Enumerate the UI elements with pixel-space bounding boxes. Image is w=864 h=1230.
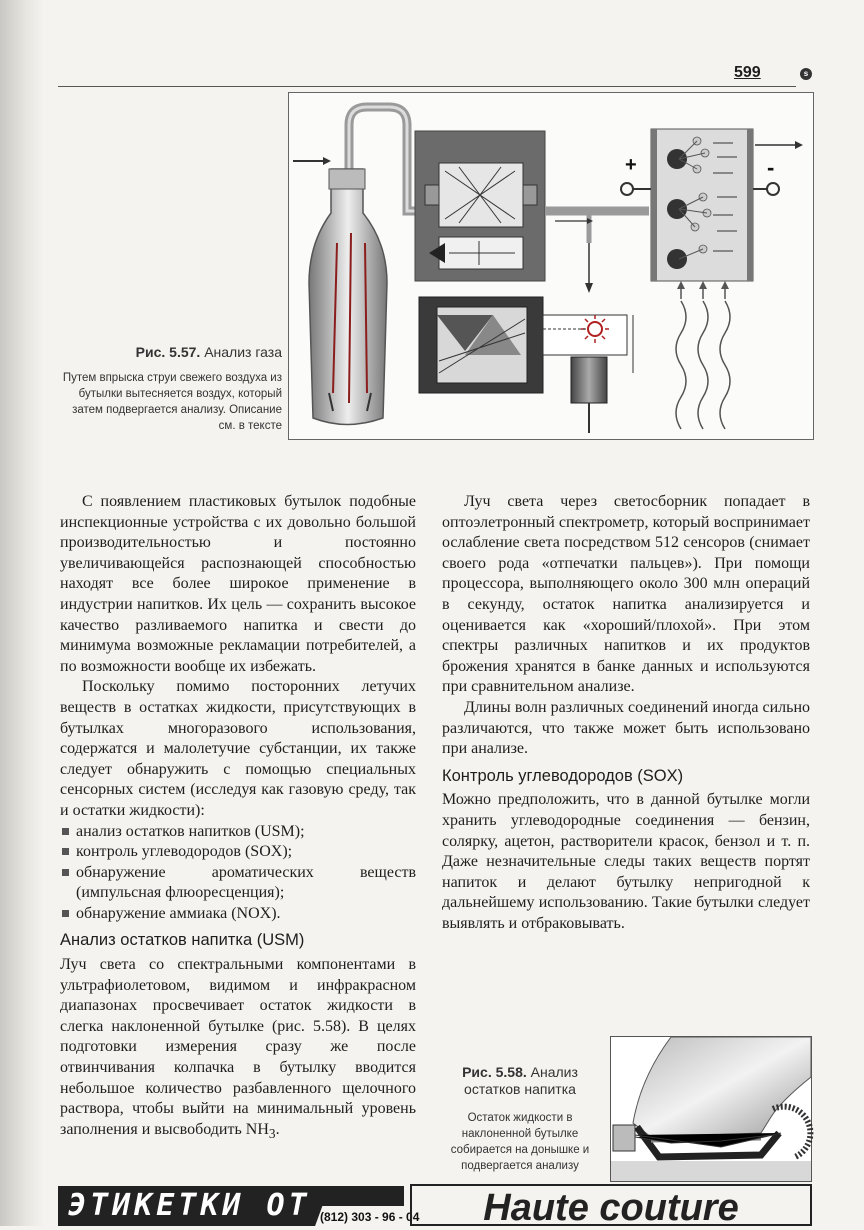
left-text-column bbox=[60, 492, 416, 1145]
bottle-icon bbox=[309, 169, 387, 425]
ad-labels-banner bbox=[58, 1186, 420, 1226]
section-heading-sox: Контроль углеводородов (SOX) bbox=[442, 766, 684, 785]
minus-electrode-icon bbox=[767, 183, 779, 195]
figure-5-57-caption bbox=[60, 344, 282, 434]
figure-5-58-title: Рис. 5.58. Анализ остатков напитка bbox=[462, 1064, 578, 1097]
right-text-column bbox=[442, 492, 810, 934]
residue-analysis-diagram bbox=[611, 1037, 811, 1181]
paragraph: Можно предположить, что в данной бутылке могли хранить углеводородные соединения — бензин, солярку, ацетон, растворители красок, бензол и т. п. Даже незначительные следы таких веществ портят напиток и делают бутылку непригодной к дальнейшему использованию. Такие бутылки следует выявлять и отбраковывать. bbox=[442, 791, 810, 932]
paragraph: С появлением пластиковых бутылок подобные инспекционные устройства с их довольно большой производительностью и постоянно увеличивающейся распознающей способностью находят все более широкое применение в индустрии напитков. Их цель — сохранить высокое качество разливаемого напитка и свести до минимума возможные рекламации потребителей, а по возможности вообще их избежать. bbox=[60, 493, 416, 675]
plus-electrode-icon bbox=[621, 183, 633, 195]
ad-haute-couture-banner bbox=[410, 1184, 812, 1229]
figure-gas-analysis bbox=[288, 92, 814, 440]
figure-5-57-title: Рис. 5.57. Анализ газа bbox=[135, 344, 282, 360]
tilted-bottle-icon bbox=[633, 1037, 811, 1137]
figure-5-57-description: Путем впрыска струи свежего воздуха из бутылки вытесняется воздух, который затем подвергается анализу. Описание см. в тексте bbox=[62, 372, 282, 432]
list-item: обнаружение аммиака (NOX). bbox=[60, 904, 416, 925]
ad-labels-text: ЭТИКЕТКИ ОТ bbox=[68, 1188, 311, 1223]
uv-radiation-icon bbox=[676, 285, 730, 429]
paragraph: Поскольку помимо посторонних летучих веществ в остатках жидкости, присутствующих в бутылках многоразового использования, содержатся и малолетучие субстанции, их также следует обнаружить с помощью специальных сенсорных систем (исследуя как газовую среду, так и остатки жидкости): bbox=[60, 678, 416, 819]
figure-residue-analysis bbox=[610, 1036, 812, 1182]
gas-analysis-diagram bbox=[289, 93, 813, 439]
light-source-icon bbox=[588, 322, 602, 336]
list-item: анализ остатков напитков (USM); bbox=[60, 822, 416, 843]
plus-electrode-label: + bbox=[625, 154, 637, 176]
page-bullet-icon: s bbox=[800, 68, 812, 80]
list-item: обнаружение ароматических веществ (импульсная флюоресценция); bbox=[60, 863, 416, 904]
list-item: контроль углеводородов (SOX); bbox=[60, 842, 416, 863]
sensor-systems-list bbox=[60, 822, 416, 925]
paragraph: Длины волн различных соединений иногда сильно различаются, что также может быть использовано при анализе. bbox=[442, 698, 810, 758]
header-rule bbox=[58, 86, 796, 87]
ad-haute-couture-text: Haute couture bbox=[483, 1187, 739, 1229]
page-binding-shadow bbox=[0, 0, 44, 1226]
figure-5-58-description: Остаток жидкости в наклоненной бутылке собирается на донышке и подвергается анализу bbox=[450, 1112, 590, 1172]
section-heading-usm: Анализ остатков напитка (USM) bbox=[60, 931, 305, 950]
figure-5-58-caption bbox=[440, 1064, 600, 1174]
minus-electrode-label: - bbox=[767, 155, 775, 180]
ad-phone-number: (812) 303 - 96 - 04 bbox=[320, 1210, 420, 1224]
paragraph: Луч света через светосборник попадает в оптоэлетронный спектрометр, который воспринимает ослабление света посредством 512 сенсоров (снимает своего рода «отпечатки пальцев»). При помощи процессора, выполняющего около 300 млн операций в секунду, остаток напитка анализируется и оценивается как «хороший/плохой». При этом спектры различных напитков и их продуктов брожения хранятся в банке данных и используются при сравнительном анализе. bbox=[442, 493, 810, 696]
paragraph: Луч света со спектральными компонентами в ультрафиолетовом, видимом и инфракрасном диапазонах просвечивает остаток жидкости в слегка наклоненной бутылке (рис. 5.58). В целях подготовки измерения сразу же после отвинчивания колпачка в бутылку вводится небольшое количество разбавленного щелочного раствора, чтобы выйти на минимальный уровень заполнения и высвободить $NH_3$. bbox=[60, 956, 416, 1141]
page-number: 599 bbox=[734, 64, 761, 81]
